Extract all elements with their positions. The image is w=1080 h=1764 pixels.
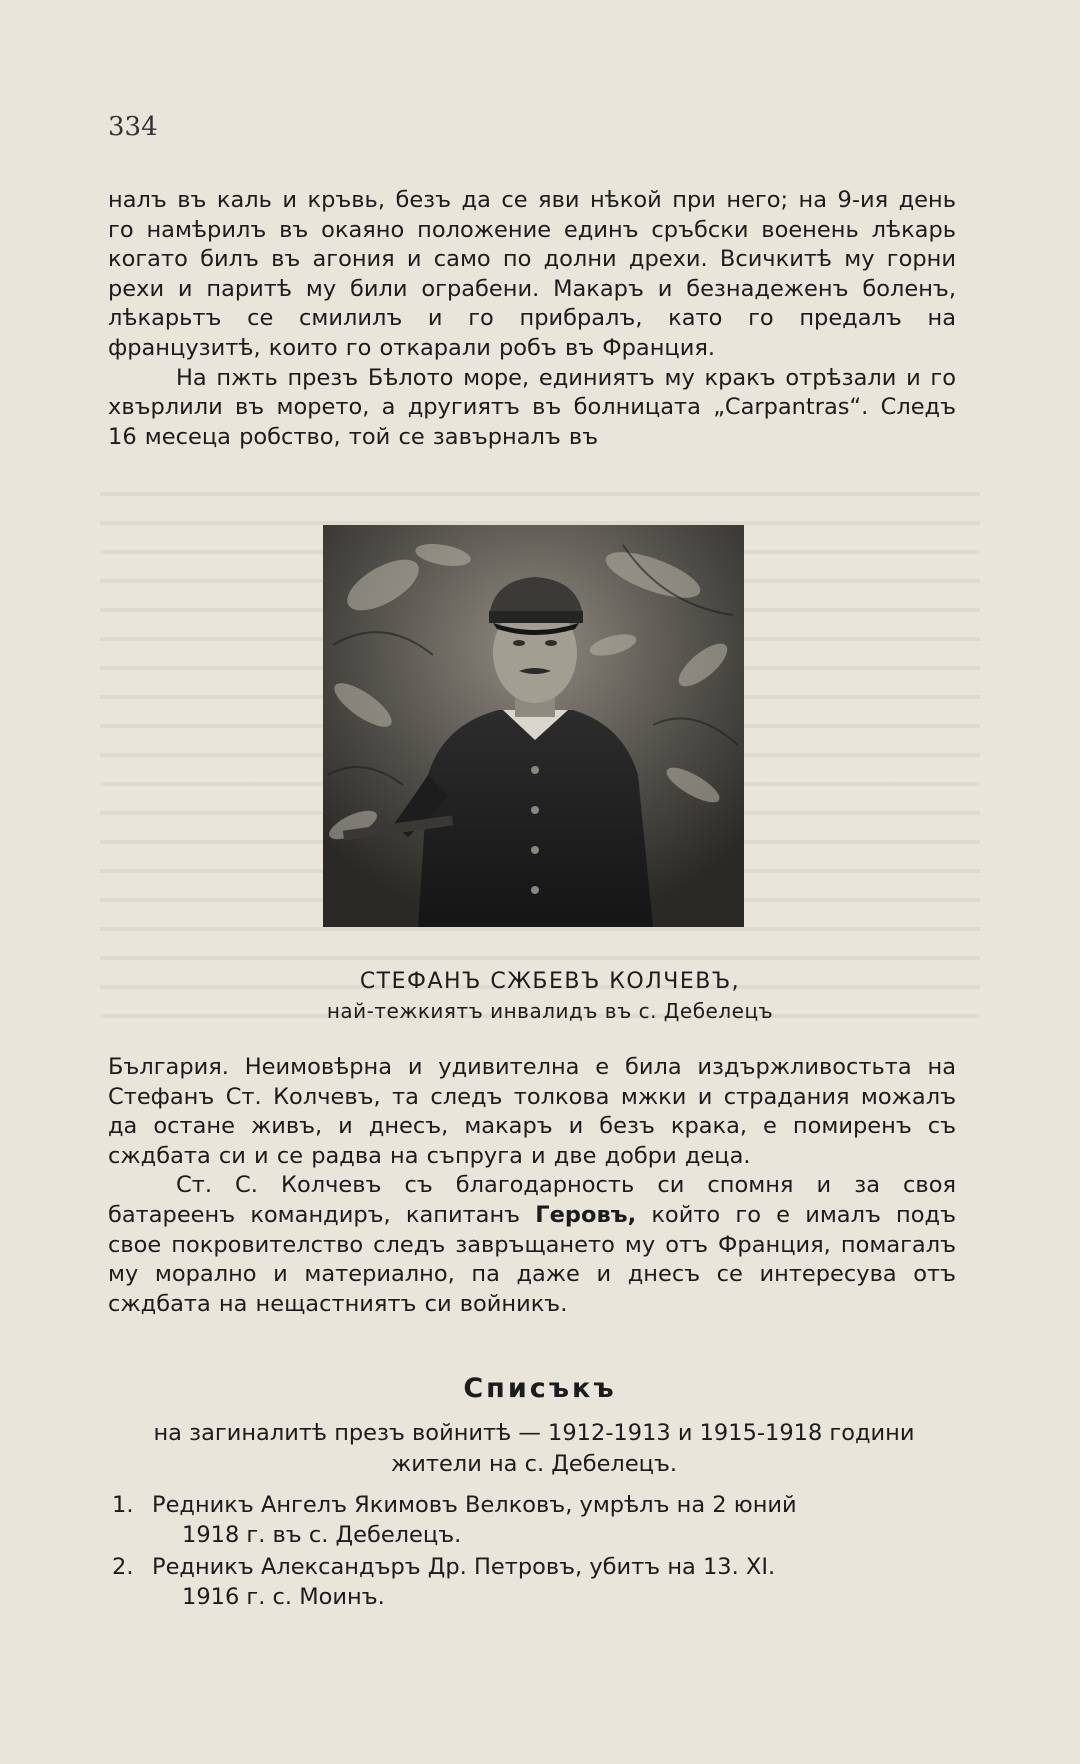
text-block-top: [108, 186, 956, 452]
paragraph-4-start: Ст. С. Колчевъ съ благодарность си спомня и за своя батареенъ командиръ, капитанъ: [108, 1172, 956, 1228]
portrait-photo: [323, 525, 744, 927]
soldier-portrait-image: [323, 525, 744, 927]
list-item-line-2: 1916 г. с. Моинъ.: [182, 1584, 385, 1610]
captain-name-bold: Геровъ,: [535, 1201, 637, 1228]
list-item-number: 2.: [112, 1554, 134, 1580]
paragraph-3: България. Неимовѣрна и удивителна е била издържливостьта на Стефанъ Ст. Колчевъ, та следъ толкова мжки и страдания можалъ да остане живъ, и днесъ, макаръ и безъ крака, е помиренъ съ сждбата си и се радва на съпруга и две добри деца.: [108, 1054, 956, 1169]
list-item-number: 1.: [112, 1492, 134, 1518]
list-heading: Списъкъ: [463, 1373, 617, 1404]
page-number: 334: [108, 112, 158, 142]
list-item: [112, 1490, 954, 1550]
list-item-line-2: 1918 г. въ с. Дебелецъ.: [182, 1522, 462, 1548]
paragraph-2: На пжть презъ Бѣлото море, единиятъ му кракъ отрѣзали и го хвърлили въ морето, а другиятъ въ болницата „Carpantras“. Следъ 16 месеца робство, той се завърналъ въ: [108, 364, 956, 450]
list-item-line-1: Редникъ Ангелъ Якимовъ Велковъ, умрѣлъ на 2 юний: [152, 1492, 797, 1518]
photo-caption-name: СТЕФАНЪ СЖБЕВЪ КОЛЧЕВЪ,: [359, 969, 741, 994]
list-subheading-line-2: жители на с. Дебелецъ.: [390, 1451, 678, 1477]
list-subheading-line-1: на загиналитѣ презъ войнитѣ — 1912-1913 и 1915-1918 години: [153, 1420, 915, 1446]
list-subheading: [100, 1418, 968, 1480]
paragraph-4-end: който го е ималъ подъ свое покровителство следъ завръщането му отъ Франция, помагалъ му морално и материално, па даже и днесъ се интересува отъ сждбата на нещастниятъ си войникъ.: [108, 1201, 956, 1317]
list-item: [112, 1552, 954, 1612]
photo-caption-subtitle: най-тежкиятъ инвалидъ въ с. Дебелецъ: [326, 999, 774, 1023]
fallen-list: [112, 1490, 954, 1614]
list-item-line-1: Редникъ Александъръ Др. Петровъ, убитъ на 13. XI.: [152, 1554, 776, 1580]
text-block-bottom: [108, 1053, 956, 1319]
paragraph-4: [108, 1171, 956, 1319]
paragraph-1: налъ въ каль и кръвь, безъ да се яви нѣкой при него; на 9-ия день го намѣрилъ въ окаяно положение единъ сръбски военень лѣкарь когато билъ въ агония и само по долни дрехи. Всичкитѣ му горни рехи и паритѣ му били ограбени. Макаръ и безнадеженъ боленъ, лѣкарьтъ се смилилъ и го прибралъ, като го предалъ на французитѣ, които го откарали робъ въ Франция.: [108, 187, 956, 361]
